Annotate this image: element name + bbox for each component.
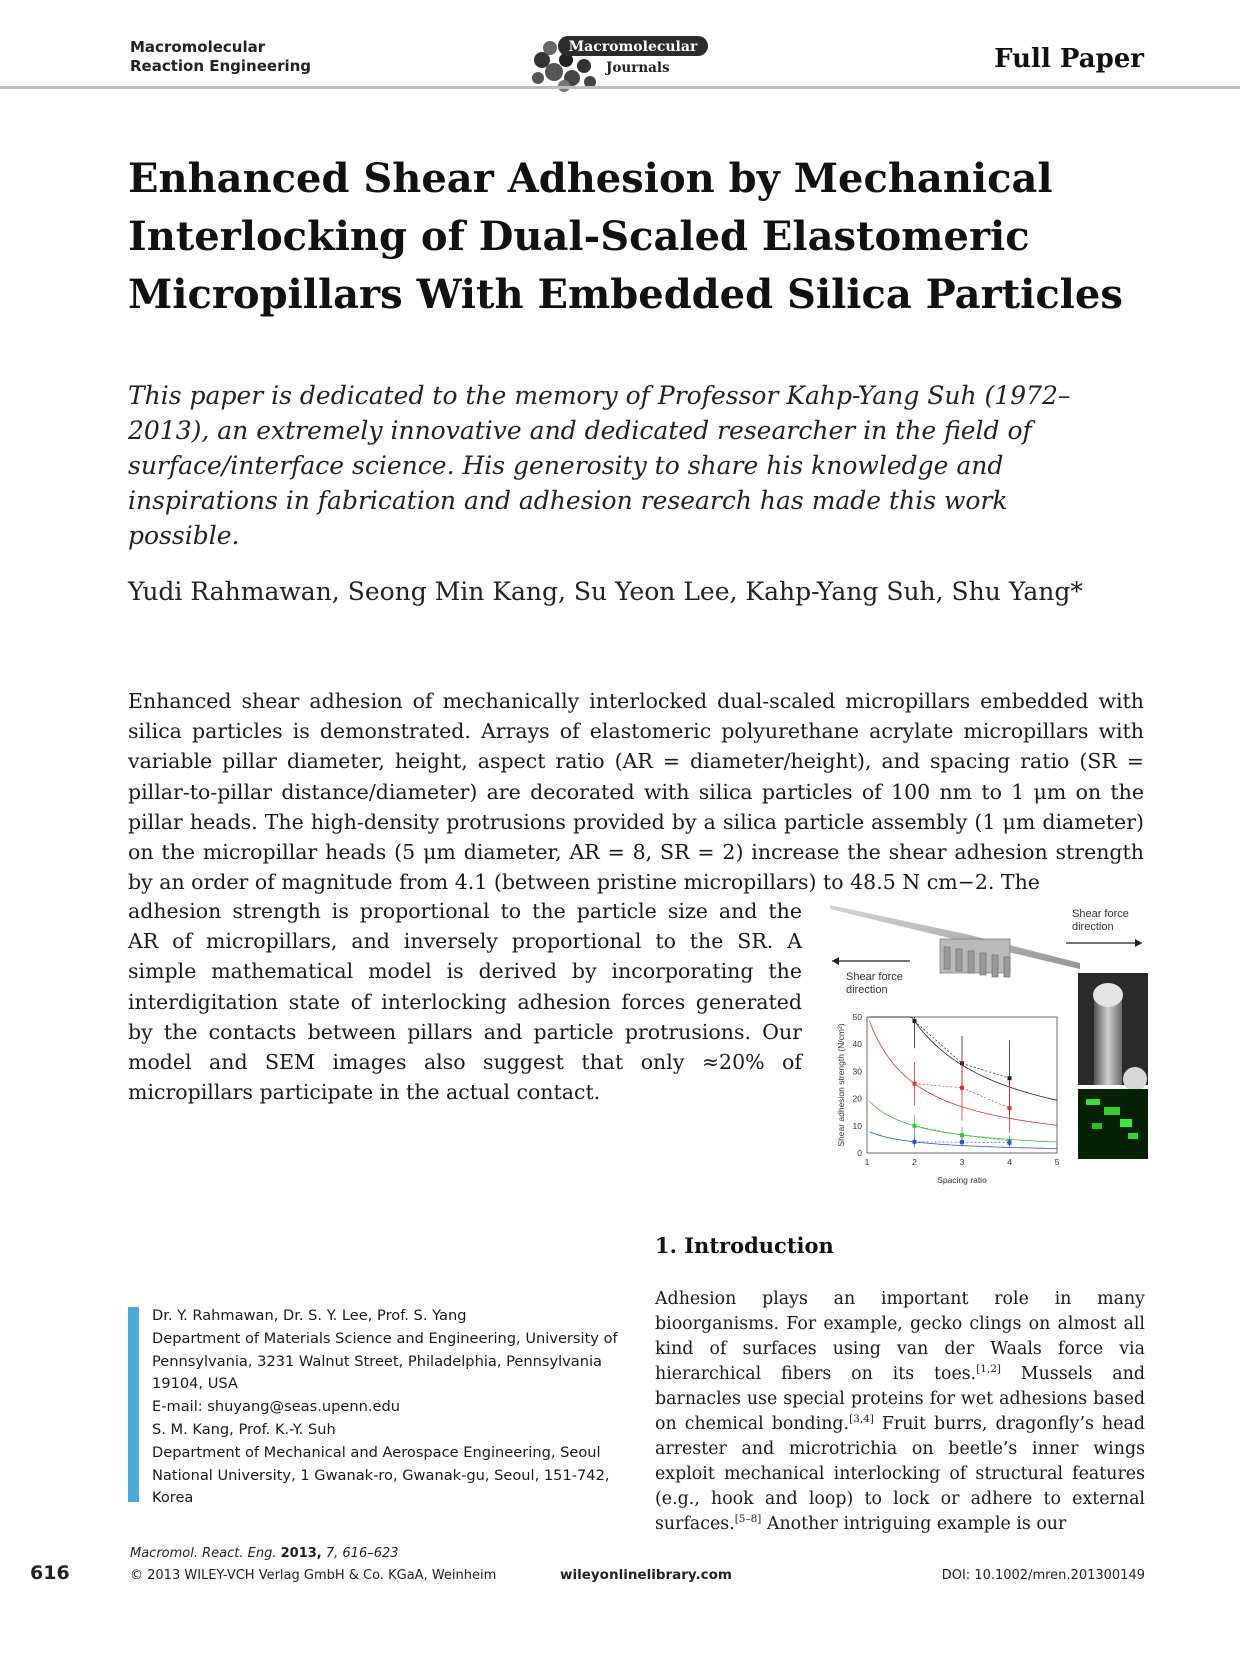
x-tick-1: 1 [864,1157,870,1167]
abstract-line: by the contacts between pillars and particle protrusions. Our [128,1019,802,1044]
affiliation-accent-bar [128,1307,139,1502]
journal-name-line1: Macromolecular [130,38,266,56]
affiliations-block [152,1305,624,1510]
y-tick-0: 0 [857,1148,862,1158]
data-point [960,1140,964,1144]
y-tick-30: 30 [852,1066,862,1077]
affiliation-line: Pennsylvania, 3231 Walnut Street, Philadelphia, Pennsylvania [152,1352,602,1370]
shear-label-right-word1: Shear force [1072,908,1129,920]
shear-label-left-word1: Shear force [846,971,903,983]
author-list: Yudi Rahmawan, Seong Min Kang, Su Yeon Lee, Kahp-Yang Suh, Shu Yang* [128,577,1083,606]
logo-line1: Macromolecular [568,39,698,55]
journal-name [130,38,311,76]
affiliation-line: Dr. Y. Rahmawan, Dr. S. Y. Lee, Prof. S. Yang [152,1307,467,1324]
title-line: Micropillars With Embedded Silica Particles [128,271,1123,318]
dedication-text: This paper is dedicated to the memory of Professor Kahp-Yang Suh (1972–2013), an extremely innovative and dedicated researcher in the field of surface/interface science. His generosity to share his knowledge and inspirations in fabrication and adhesion research has made this work possible. [128,381,1071,550]
x-axis-label: Spacing ratio [937,1175,987,1185]
title-line: Interlocking of Dual-Scaled Elastomeric [128,213,1030,260]
abstract-line: micropillars participate in the actual contact. [128,1080,601,1105]
abstract-line: simple mathematical model is derived by incorporating the [128,959,802,984]
affiliation-line: 19104, USA [152,1375,238,1393]
footer-doi[interactable]: DOI: 10.1002/mren.201300149 [941,1568,1145,1583]
footer-website-link[interactable]: wileyonlinelibrary.com [560,1567,732,1583]
data-point [913,1124,917,1128]
abstract-line: interdigitation state of interlocking adhesion forces generated [128,989,802,1014]
shear-label-right [1072,908,1132,933]
arrowhead-left-icon [832,957,839,965]
title-line: Enhanced Shear Adhesion by Mechanical [128,155,1053,202]
shear-strength-chart [836,1012,1060,1185]
abstract-text: Enhanced shear adhesion of mechanically interlocked dual-scaled micropillars embedded with silica particles is demonstrated. Arrays of elastomeric polyurethane acrylate micropillars with variable pillar diameter, height, aspect ratio (AR = diameter/height), and spacing ratio (SR = pillar-to-pillar distance/diameter) are decorated with silica particles of 100 nm to 1 μm on the pillar heads. The high-density protrusions provided by a silica particle assembly (1 μm diameter) on the micropillar heads (5 μm diameter, AR = 8, SR = 2) increase the shear adhesion strength by an order of magnitude from 4.1 (between pristine micropillars) to 48.5 N cm−2. The [128,689,1144,895]
x-tick-3: 3 [959,1157,965,1167]
logo-line2: Journals [606,60,670,76]
y-axis-label: Shear adhesion strength (N/cm²) [836,1023,846,1147]
y-tick-50: 50 [852,1012,862,1022]
introduction-text: Adhesion plays an important role in many bioorganisms. For example, gecko clings on almost all kind of surfaces using van der Waals force via hierarchical fibers on its toes.[1,2] Mussels and barnacles use special proteins for wet adhesions based on chemical bonding.[3,4] Fruit burrs, dragonfly’s head arrester and microtrichia on beetle’s inner wings exploit mechanical interlocking of structural features (e.g., hook and loop) to lock or adhere to external surfaces.[5–8] Another intriguing example is our [655,1289,1145,1534]
data-point [913,1140,917,1144]
section-heading-introduction: 1. Introduction [655,1233,834,1258]
section-label: Full Paper [994,44,1144,74]
data-point [913,1082,917,1086]
abstract-line: model and SEM images also suggest that only ≈20% of [128,1050,802,1075]
abstract-line: AR of micropillars, and inversely proportional to the SR. A [128,929,802,954]
page-number: 616 [30,1562,70,1584]
journal-name-line2: Reaction Engineering [130,57,312,75]
shear-label-left-word2: direction [846,984,888,996]
publisher-logo[interactable] [528,22,713,94]
article-title [128,150,1128,324]
affiliation-line: National University, 1 Gwanak-ro, Gwanak-gu, Seoul, 151-742, [152,1466,610,1484]
affiliation-line: Department of Materials Science and Engineering, University of [152,1329,618,1347]
x-tick-5: 5 [1054,1157,1060,1167]
data-point [1008,1141,1012,1145]
shear-label-left [846,971,906,996]
y-tick-40: 40 [852,1039,862,1050]
header-divider [0,86,1240,89]
toc-graphic [830,903,1148,1199]
affiliation-line: Department of Mechanical and Aerospace Engineering, Seoul [152,1443,601,1461]
y-tick-20: 20 [852,1093,862,1104]
citation-rest: 7, 616–623 [325,1546,399,1561]
citation-year: 2013, [280,1546,322,1561]
data-point [1008,1076,1012,1080]
sem-micrograph [1078,973,1148,1091]
data-point [960,1086,964,1090]
shear-label-right-word2: direction [1072,921,1114,933]
affiliation-line: Korea [152,1489,194,1507]
footer-citation [130,1546,399,1561]
fit-curves [869,1017,1057,1149]
x-tick-2: 2 [912,1157,917,1167]
fit-curve-1 [869,1021,1057,1125]
data-point [913,1019,917,1023]
interlocking-pillars-illustration [940,939,1010,977]
affiliation-line: S. M. Kang, Prof. K.-Y. Suh [152,1420,336,1438]
footer-copyright: © 2013 WILEY-VCH Verlag GmbH & Co. KGaA, Weinheim [130,1568,497,1583]
abstract-line: adhesion strength is proportional to the particle size and the [128,899,802,923]
abstract-continued [128,896,802,1107]
x-tick-4: 4 [1007,1157,1012,1167]
citation-journal: Macromol. React. Eng. [130,1546,277,1561]
data-point [960,1133,964,1137]
arrowhead-right-icon [1135,939,1142,947]
y-tick-10: 10 [852,1120,862,1131]
fluorescence-micrograph [1078,1089,1148,1159]
email-line[interactable]: E-mail: shuyang@seas.upenn.edu [152,1398,400,1416]
data-point [1008,1106,1012,1110]
